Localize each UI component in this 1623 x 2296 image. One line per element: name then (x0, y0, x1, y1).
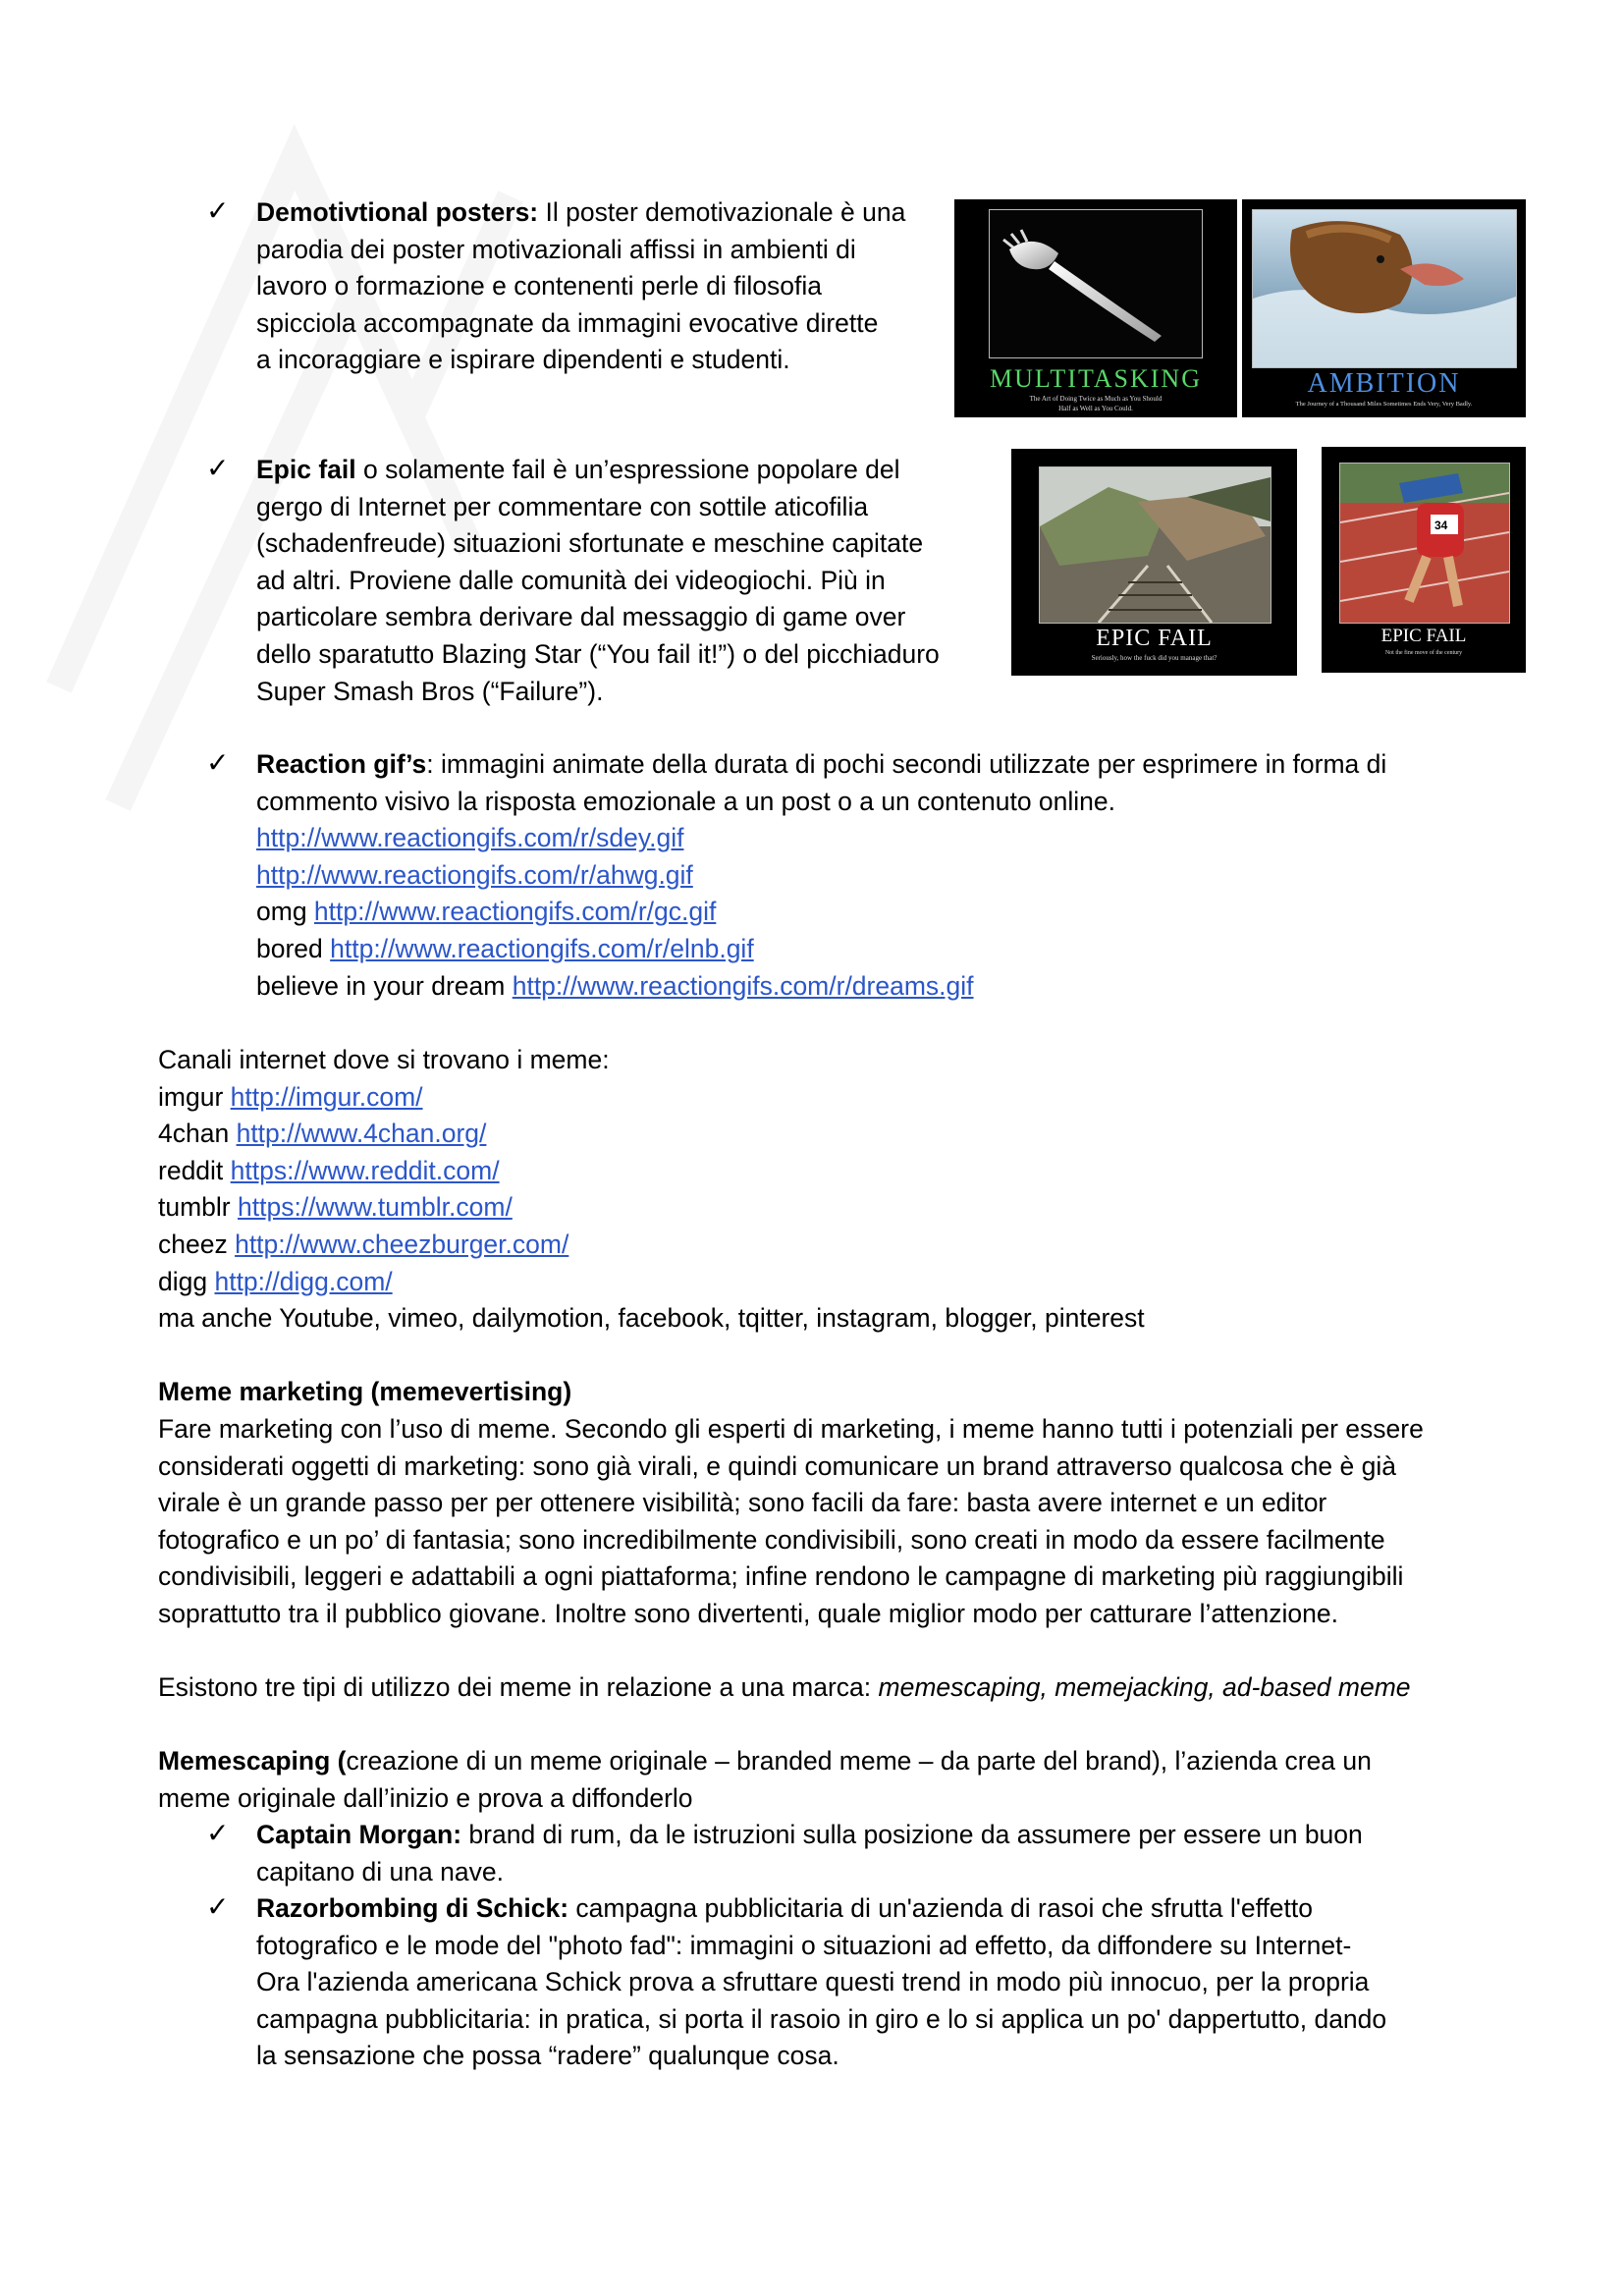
ambition-poster (1242, 199, 1526, 417)
text-line: campagna pubblicitaria di un'azienda di rasoi che sfrutta l'effetto (568, 1893, 1314, 1923)
poster-frame (989, 209, 1203, 358)
poster-frame (1339, 463, 1510, 624)
razor-title: Razorbombing di Schick: (256, 1893, 569, 1923)
text-line: la sensazione che possa “radere” qualunque cosa. (256, 2041, 839, 2071)
reaction-link[interactable]: http://www.reactiongifs.com/r/elnb.gif (330, 933, 754, 963)
channel-link[interactable]: http://www.cheezburger.com/ (235, 1229, 569, 1259)
runner-bib-number: 34 (1434, 519, 1448, 532)
poster-title: AMBITION (1307, 368, 1461, 399)
text-line: Ora l'azienda americana Schick prova a sfruttare questi trend in modo più innocuo, per la propria (256, 1967, 1370, 1997)
channel-name: imgur (158, 1081, 231, 1112)
reaction-link[interactable]: http://www.reactiongifs.com/r/sdey.gif (256, 823, 684, 853)
channel-row (158, 1227, 1484, 1264)
poster-frame (1252, 209, 1517, 368)
reaction-link[interactable]: http://www.reactiongifs.com/r/ahwg.gif (256, 859, 693, 890)
runner-image (1340, 464, 1509, 623)
poster-subtitle: Not the fine move of the century (1384, 650, 1463, 656)
text-line: Il poster demotivazionale è una (538, 197, 906, 227)
multitasking-poster (954, 199, 1237, 417)
text-line: spicciola accompagnate da immagini evocative dirette (256, 307, 879, 338)
text-line: soprattutto tra il pubblico giovane. Inoltre sono divertenti, quale miglior modo per catturare l’attenzione. (158, 1598, 1339, 1628)
channel-name: reddit (158, 1155, 231, 1185)
channels-section (158, 1042, 1484, 1338)
text-line: parodia dei poster motivazionali affissi in ambienti di (256, 234, 856, 264)
channel-link[interactable]: http://www.4chan.org/ (236, 1119, 487, 1149)
text-line: Super Smash Bros (“Failure”). (256, 676, 604, 706)
marketing-heading: Meme marketing (memevertising) (158, 1377, 572, 1406)
reaction-title: Reaction gif’s (256, 749, 427, 779)
text-line: fotografico e le mode del "photo fad": immagini o situazioni ad effetto, da diffondere su Internet- (256, 1930, 1352, 1960)
captain-morgan-item (256, 1817, 1484, 1890)
poster-subtitle: The Journey of a Thousand Miles Sometimes Ends Very, Very Badly. (1295, 401, 1473, 408)
channel-row (158, 1189, 1484, 1227)
bear-salmon-image (1253, 210, 1516, 367)
poster-subtitle: Half as Well as You Could. (1058, 405, 1133, 412)
channel-link[interactable]: http://digg.com/ (214, 1266, 393, 1296)
memescaping-paragraph (158, 1743, 1484, 1817)
channel-row (158, 1116, 1484, 1153)
reaction-link[interactable]: http://www.reactiongifs.com/r/gc.gif (313, 897, 717, 927)
check-icon: ✓ (206, 746, 230, 779)
reaction-link-row (256, 894, 1484, 931)
channel-name: cheez (158, 1229, 236, 1259)
text-line: campagna pubblicitaria: in pratica, si porta il rasoio in giro e lo si applica un po' dappertutto, dando (256, 2003, 1387, 2034)
spork-image (990, 210, 1202, 357)
check-icon: ✓ (206, 1890, 230, 1923)
text-line: brand di rum, da le istruzioni sulla posizione da assumere per essere un buon (461, 1820, 1363, 1849)
demotivational-title: Demotivtional posters: (256, 197, 539, 227)
text-line: a incoraggiare e ispirare dipendenti e studenti. (256, 345, 790, 375)
reaction-link-row (256, 857, 1484, 895)
reaction-paragraph (256, 746, 1484, 1005)
text-line: : immagini animate della durata di pochi secondi utilizzate per esprimere in forma di (426, 749, 1387, 779)
channel-row (158, 1079, 1484, 1117)
channels-heading: Canali internet dove si trovano i meme: (158, 1045, 610, 1074)
poster-subtitle: The Art of Doing Twice as Much as You Should (1029, 395, 1163, 403)
text-line: creazione di un meme originale – branded meme – da parte del brand), l’azienda crea un (346, 1746, 1372, 1776)
check-icon: ✓ (206, 452, 230, 484)
text-line: meme originale dall’inizio e prova a diffonderlo (158, 1782, 693, 1813)
demotivational-paragraph (256, 194, 928, 379)
channels-also: ma anche Youtube, vimeo, dailymotion, facebook, tqitter, instagram, blogger, pinterest (158, 1303, 1145, 1334)
poster-subtitle: Seriously, how the fuck did you manage that? (1091, 654, 1217, 662)
types-list: memescaping, memejacking, ad-based meme (878, 1672, 1411, 1702)
epicfail-title: Epic fail (256, 455, 356, 484)
text-line: lavoro o formazione e contenenti perle di filosofia (256, 271, 822, 301)
text-line: dello sparatutto Blazing Star (“You fail it!”) o del picchiaduro (256, 638, 940, 669)
text-line: fotografico e un po’ di fantasia; sono incredibilmente condivisibili, sono creati in modo da essere facilmente (158, 1524, 1385, 1555)
poster-title: EPIC FAIL (1096, 626, 1213, 651)
reaction-link-row (256, 931, 1484, 968)
epicfail-runner-poster (1322, 447, 1526, 673)
text-line: o solamente fail è un’espressione popolare del (355, 455, 900, 484)
reaction-link-row (256, 968, 1484, 1006)
captain-title: Captain Morgan: (256, 1820, 462, 1849)
text-line: condivisibili, leggeri e adattabili a ogni piattaforma; infine rendono le campagne di marketing più raggiungibili (158, 1561, 1404, 1592)
reaction-link[interactable]: http://www.reactiongifs.com/r/dreams.gif (512, 970, 974, 1001)
text-line: particolare sembra derivare dal messaggio di game over (256, 602, 906, 632)
epicfail-train-poster (1011, 449, 1297, 676)
link-prefix: omg (256, 897, 314, 927)
link-prefix: believe in your dream (256, 970, 513, 1001)
channel-link[interactable]: https://www.tumblr.com/ (238, 1192, 513, 1223)
channel-name: 4chan (158, 1119, 237, 1149)
channel-name: tumblr (158, 1192, 238, 1223)
text-line: commento visivo la risposta emozionale a un post o a un contenuto online. (256, 786, 1116, 816)
text-line: Fare marketing con l’uso di meme. Secondo gli esperti di marketing, i meme hanno tutti i potenziali per essere (158, 1414, 1424, 1444)
poster-frame (1039, 466, 1271, 624)
memescaping-title: Memescaping ( (158, 1746, 347, 1776)
channel-row (158, 1264, 1484, 1301)
text-line: (schadenfreude) situazioni sfortunate e meschine capitate (256, 528, 924, 559)
text-line: capitano di una nave. (256, 1856, 504, 1886)
reaction-link-row (256, 820, 1484, 857)
text-line: virale è un grande passo per per ottenere visibilità; sono facili da fare: basta avere internet e un editor (158, 1488, 1327, 1518)
link-prefix: bored (256, 933, 331, 963)
channel-row (158, 1153, 1484, 1190)
razorbombing-item (256, 1890, 1484, 2075)
channel-link[interactable]: https://www.reddit.com/ (230, 1155, 500, 1185)
text-line: considerati oggetti di marketing: sono già virali, e quindi comunicare un brand attraverso qualcosa che è già (158, 1450, 1396, 1481)
channel-name: digg (158, 1266, 215, 1296)
check-icon: ✓ (206, 194, 230, 227)
poster-title: EPIC FAIL (1380, 626, 1467, 646)
train-wreck-image (1040, 467, 1271, 623)
poster-title: MULTITASKING (990, 364, 1202, 393)
text-line: gergo di Internet per commentare con sottile aticofilia (256, 491, 869, 521)
text-line: ad altri. Proviene dalle comunità dei videogiochi. Più in (256, 565, 886, 595)
epicfail-paragraph (256, 452, 987, 710)
check-icon: ✓ (206, 1817, 230, 1849)
marketing-section (158, 1374, 1484, 1411)
channel-link[interactable]: http://imgur.com/ (230, 1081, 423, 1112)
meme-types-line (158, 1669, 1484, 1707)
types-prefix: Esistono tre tipi di utilizzo dei meme in relazione a una marca: (158, 1672, 879, 1702)
marketing-paragraph (158, 1411, 1484, 1633)
